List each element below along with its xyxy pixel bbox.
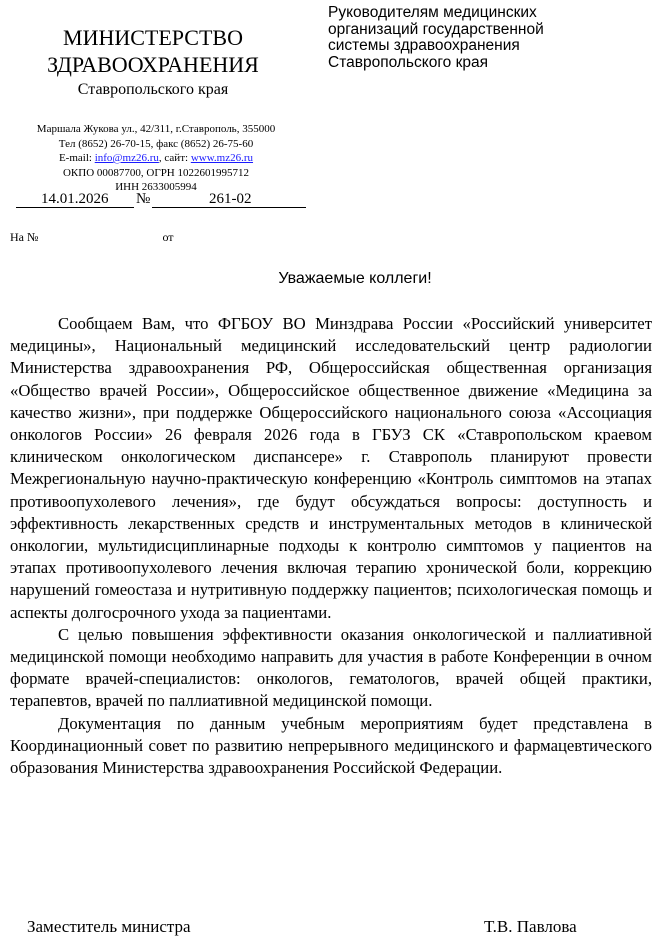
email-site-line bbox=[10, 151, 302, 166]
signatory-position: Заместитель министра bbox=[27, 917, 191, 936]
inn: ИНН 2633005994 bbox=[115, 181, 197, 193]
email-link[interactable]: info@mz26.ru bbox=[94, 152, 159, 164]
contact-block bbox=[10, 122, 302, 195]
number-sign: № bbox=[136, 191, 151, 207]
ministry-title-line2: ЗДРАВООХРАНЕНИЯ bbox=[47, 52, 259, 77]
recipient-line: Ставропольского края bbox=[328, 53, 488, 71]
recipient-block bbox=[328, 5, 658, 71]
recipient-line: организаций государственной bbox=[328, 20, 544, 38]
document-date: 14.01.2026 bbox=[41, 191, 109, 207]
ministry-title-line1: МИНИСТЕРСТВО bbox=[63, 25, 243, 50]
reference-line bbox=[10, 229, 174, 245]
signatory-name: Т.В. Павлова bbox=[484, 917, 577, 936]
okpo-ogrn: ОКПО 00087700, ОГРН 1022601995712 bbox=[62, 166, 250, 179]
paragraph: Сообщаем Вам, что ФГБОУ ВО Минздрава России «Российский университет медицины», Национальный медицинский исследовательский центр радиологии Министерства здравоохранения РФ, Общероссийская общественная организация «Общество врачей России», Общероссийское общественное движение «Медицина за качество жизни», при поддержке Общероссийского национального союза «Ассоциация онкологов России» 26 февраля 2026 года в ГБУЗ СК «Ставропольском краевом клиническом онкологическом диспансере» г. Ставрополь планируют провести Межрегиональную научно-практическую конференцию «Контроль симптомов на этапах противоопухолевого лечения», где будут обсуждаться вопросы: доступность и эффективность лекарственных средств и инструментальных методов в клинической онкологии, мультидисциплинарные подходы к контролю симптомов у пациентов на этапах противоопухолевого лечения включая терапию хронической боли, коррекцию нарушений гомеостаза и нутритивную поддержку пациентов; психологическая помощь и аспекты долгосрочного ухода за пациентами. bbox=[10, 314, 652, 622]
registration-line bbox=[16, 190, 306, 208]
ministry-title bbox=[18, 24, 288, 78]
paragraph: Документация по данным учебным мероприятиям будет представлена в Координационный совет по развитию непрерывного медицинского и фармацевтического образования Министерства здравоохранения Российской Федерации. bbox=[10, 713, 652, 778]
document-number: 261-02 bbox=[209, 191, 252, 207]
site-label: , сайт: bbox=[158, 152, 191, 164]
address: Маршала Жукова ул., 42/311, г.Ставрополь, 355000 bbox=[36, 123, 276, 135]
ref-from-label: от bbox=[162, 230, 174, 244]
ref-number-label: На № bbox=[10, 230, 39, 244]
recipient-line: системы здравоохранения bbox=[328, 37, 520, 54]
recipient-line: Руководителям медицинских bbox=[328, 4, 537, 21]
letter-body bbox=[10, 313, 652, 779]
site-link[interactable]: www.mz26.ru bbox=[190, 152, 254, 164]
paragraph: С целью повышения эффективности оказания онкологической и паллиативной медицинской помощи необходимо направить для участия в работе Конференции в очном формате врачей-специалистов: онкологов, гематологов, врачей общей практики, терапевтов, врачей по паллиативной медицинской помощи. bbox=[10, 624, 652, 711]
greeting: Уважаемые коллеги! bbox=[278, 270, 432, 287]
phone-fax: Тел (8652) 26-70-15, факс (8652) 26-75-60 bbox=[58, 137, 254, 150]
email-label: E-mail: bbox=[58, 152, 95, 164]
ministry-region: Ставропольского края bbox=[77, 81, 229, 98]
